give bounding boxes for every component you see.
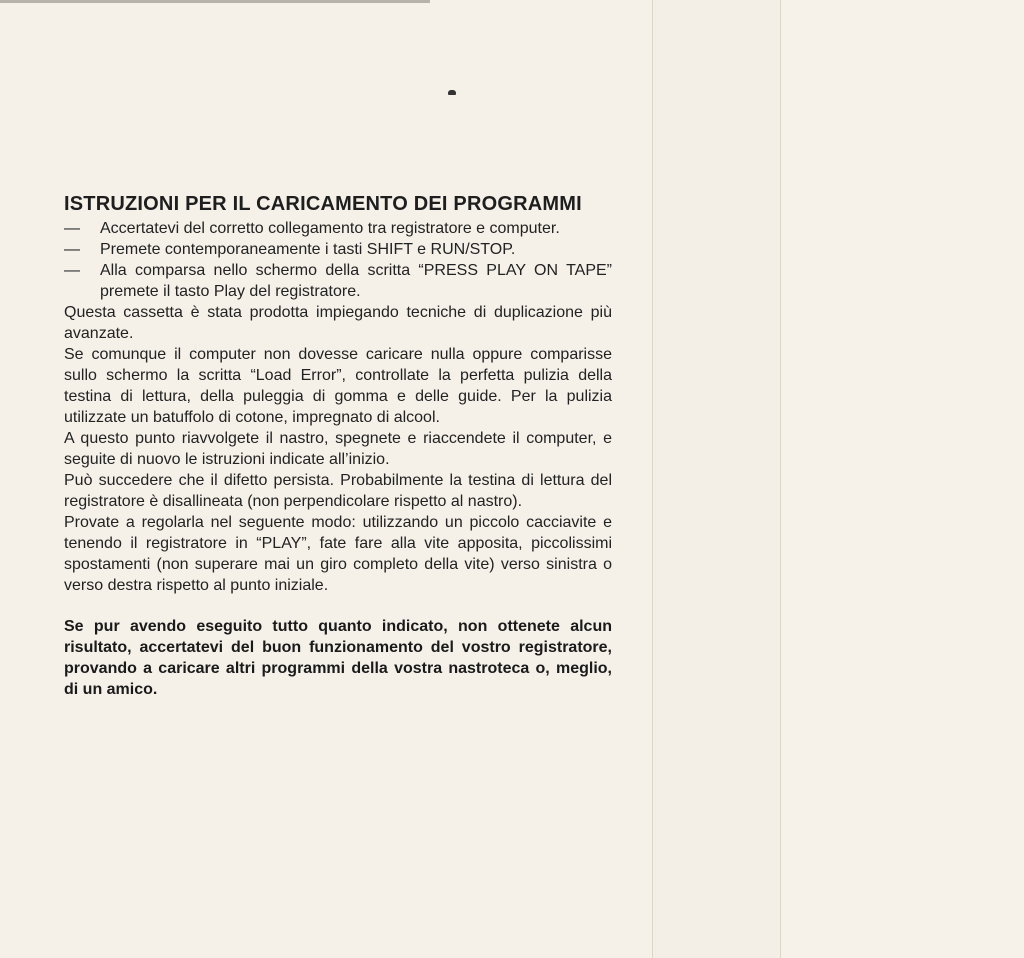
steps-list (64, 218, 612, 302)
paragraph-head-alignment: Può succedere che il difetto persista. Probabilmente la testina di lettura del registratore è disallineata (non perpendicolare rispetto al nastro). (64, 472, 612, 510)
dash-bullet: — (64, 220, 80, 237)
step-text: Alla comparsa nello schermo della scritta “PRESS PLAY ON TAPE” premete il tasto Play del registratore. (100, 262, 612, 300)
step-item (64, 218, 612, 239)
paragraph-load-error: Se comunque il computer non dovesse caricare nulla oppure comparisse sullo schermo la scritta “Load Error”, controllate la perfetta pulizia della testina di lettura, della puleggia di gomma e delle guide. Per la pulizia utilizzate un batuffolo di cotone, impregnato di alcool. (64, 346, 612, 426)
ink-mark (448, 90, 456, 95)
right-panel (780, 0, 1024, 958)
middle-fold-panel (652, 0, 781, 958)
paragraph-duplication: Questa cassetta è stata prodotta impiegando tecniche di duplicazione più avanzate. (64, 304, 612, 342)
final-note: Se pur avendo eseguito tutto quanto indicato, non ottenete alcun risultato, accertatevi del buon funzionamento del vostro registratore, provando a caricare altri programmi della vostra nastroteca o, meglio, di un amico. (64, 618, 612, 698)
step-item (64, 260, 612, 302)
dash-bullet: — (64, 241, 80, 258)
page-title: ISTRUZIONI PER IL CARICAMENTO DEI PROGRAMMI (64, 193, 582, 215)
paragraph-rewind: A questo punto riavvolgete il nastro, spegnete e riaccendete il computer, e seguite di nuovo le istruzioni indicate all’inizio. (64, 430, 612, 468)
step-text: Accertatevi del corretto collegamento tra registratore e computer. (100, 220, 560, 237)
step-text: Premete contemporaneamente i tasti SHIFT e RUN/STOP. (100, 241, 516, 258)
instructions-section (64, 192, 612, 700)
top-edge-shadow (0, 0, 430, 3)
dash-bullet: — (64, 262, 80, 279)
step-item (64, 239, 612, 260)
paragraph-adjustment: Provate a regolarla nel seguente modo: utilizzando un piccolo cacciavite e tenendo il registratore in “PLAY”, fate fare alla vite apposita, piccolissimi spostamenti (non superare mai un giro completo della vite) verso sinistra o verso destra rispetto al punto iniziale. (64, 514, 612, 594)
